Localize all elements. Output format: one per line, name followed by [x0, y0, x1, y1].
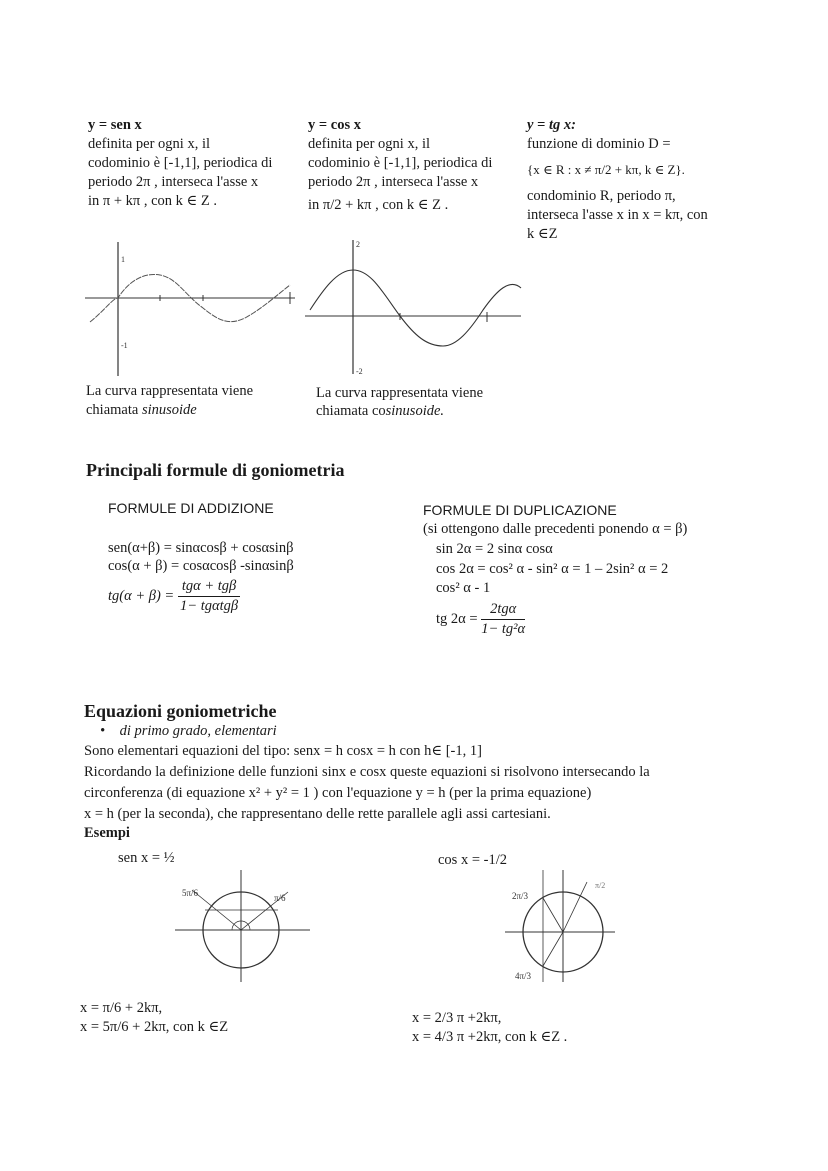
example1-label-5pi6: 5π/6	[182, 888, 199, 898]
paragraph-line-1: Sono elementari equazioni del tipo: senx = h cosx = h con h∈ [-1, 1]	[84, 743, 482, 759]
cos-caption-1: La curva rappresentata viene	[316, 385, 484, 401]
sine-label-top: 1	[121, 255, 125, 264]
duplication-formula-2: cos 2α = cos² α - sin² α = 1 – 2sin² α = 2	[436, 561, 669, 577]
cos-line-1: definita per ogni x, il	[308, 136, 431, 152]
cos-title: y = cos x	[308, 117, 361, 133]
cosine-curve	[310, 270, 521, 346]
example2-equation: cos x = -1/2	[438, 852, 507, 868]
addition-formula-3: tg(α + β) = $\frac{\text{tgα + tgβ}}{\text{1− tgαtgβ}}$	[108, 577, 240, 616]
duplication-formula-2b: cos² α - 1	[436, 580, 491, 596]
addition-formula-2: cos(α + β) = cosαcosβ -sinαsinβ	[108, 558, 294, 574]
sen-title: y = sen x	[88, 117, 142, 133]
example2-circle-diagram	[495, 870, 625, 985]
cos-line-3: periodo 2π , interseca l'asse x	[308, 174, 479, 190]
example1-equation: sen x = ½	[118, 850, 175, 866]
tg-line-4: interseca l'asse x in x = kπ, con	[527, 207, 708, 223]
bullet-primo-grado: • di primo grado, elementari	[100, 723, 277, 739]
cos-line-2: codominio è [-1,1], periodica di	[308, 155, 493, 171]
sen-line-1: definita per ogni x, il	[88, 136, 211, 152]
sine-graph	[85, 240, 300, 380]
sen-caption-2: chiamata sinusoide	[86, 402, 197, 418]
example2-label-pi2: π/2	[595, 881, 606, 890]
tg-line-2: {x ∈ R : x ≠ π/2 + kπ, k ∈ Z}.	[527, 162, 685, 177]
paragraph-line-3: circonferenza (di equazione x² + y² = 1 ) con l'equazione y = h (per la prima equazione)	[84, 785, 592, 801]
duplication-note: (si ottengono dalle precedenti ponendo α = β)	[423, 521, 688, 537]
duplication-formula-3: tg 2α = $\frac{\text{2tgα}}{\text{1− tg²α}}$	[436, 601, 526, 637]
tg-line-3: condominio R, periodo π,	[527, 188, 676, 204]
example1-solution-1: x = π/6 + 2kπ,	[80, 1000, 163, 1016]
duplication-heading: FORMULE DI DUPLICAZIONE	[423, 502, 617, 518]
tg-line-5: k ∈Z	[527, 226, 558, 242]
duplication-formula-1: sin 2α = 2 sinα cosα	[436, 541, 553, 557]
sen-caption-1: La curva rappresentata viene	[86, 383, 254, 399]
addition-formula-1: sen(α+β) = sinαcosβ + cosαsinβ	[108, 540, 294, 556]
example1-solution-2: x = 5π/6 + 2kπ, con k ∈Z	[80, 1019, 229, 1035]
paragraph-line-2: Ricordando la definizione delle funzioni sinx e cosx queste equazioni si risolvono intersecando la	[84, 764, 650, 780]
sen-line-2: codominio è [-1,1], periodica di	[88, 155, 273, 171]
cos-line-4: in π/2 + kπ , con k ∈ Z .	[308, 197, 449, 213]
section-formule-title: Principali formule di goniometria	[86, 460, 345, 480]
tg-title: y = tg x:	[527, 117, 576, 133]
example2-solution-2: x = 4/3 π +2kπ, con k ∈Z .	[412, 1029, 568, 1045]
sen-line-4: in π + kπ , con k ∈ Z .	[88, 193, 217, 209]
section-equazioni-title: Equazioni goniometriche	[84, 701, 277, 721]
examples-label: Esempi	[84, 825, 130, 841]
example2-label-4pi3: 4π/3	[515, 971, 532, 981]
sen-line-3: periodo 2π , interseca l'asse x	[88, 174, 259, 190]
cosine-graph	[305, 238, 525, 378]
cosine-label-bottom: -2	[356, 367, 363, 376]
example1-circle-diagram	[170, 870, 320, 985]
example2-solution-1: x = 2/3 π +2kπ,	[412, 1010, 502, 1026]
paragraph-line-4: x = h (per la seconda), che rappresentano delle rette parallele agli assi cartesiani.	[84, 806, 551, 822]
example2-label-2pi3: 2π/3	[512, 891, 529, 901]
addition-heading: FORMULE DI ADDIZIONE	[108, 500, 274, 516]
cosine-label-top: 2	[356, 240, 360, 249]
sine-label-bottom: -1	[121, 341, 128, 350]
tg-line-1: funzione di dominio D =	[527, 136, 671, 152]
cos-caption-2: chiamata cosinusoide.	[316, 403, 445, 419]
example1-label-pi6: π/6	[274, 893, 286, 903]
